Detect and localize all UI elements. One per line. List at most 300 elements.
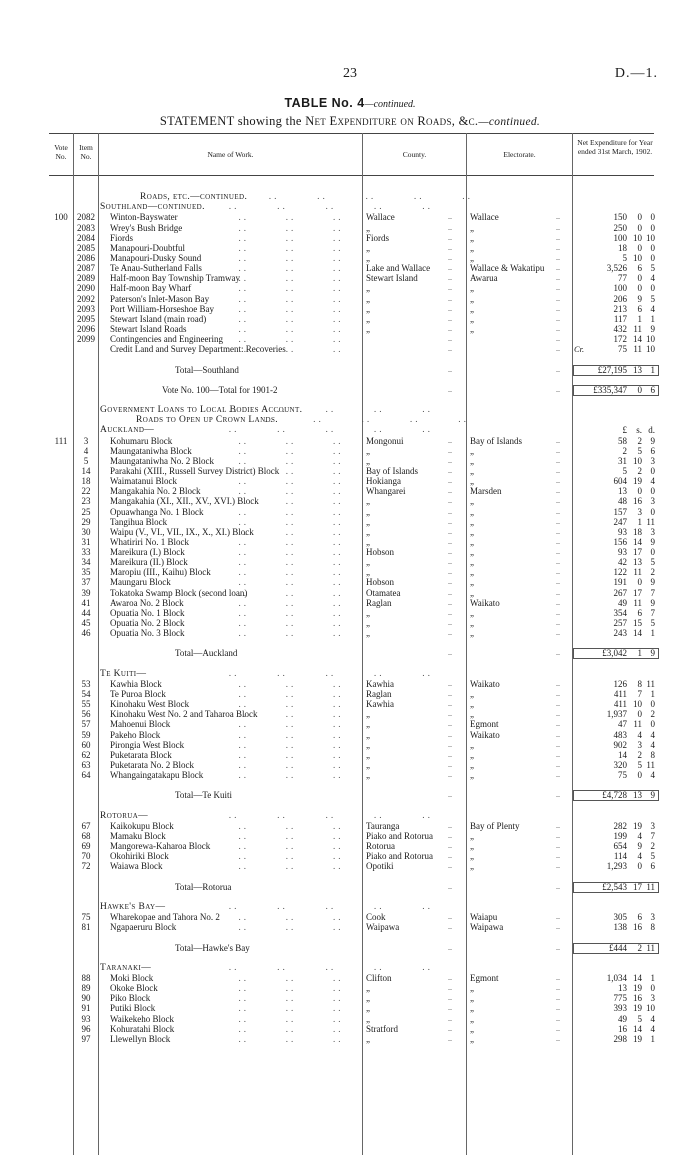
leader-dots: .. bbox=[556, 445, 560, 455]
statement-title bbox=[0, 114, 700, 129]
shillings: 0 bbox=[637, 577, 642, 588]
pounds: 206 bbox=[613, 293, 627, 304]
work-name: Stewart Island (main road) bbox=[110, 313, 207, 324]
pounds: 282 bbox=[613, 820, 627, 831]
item-number: 14 bbox=[81, 465, 91, 476]
work-name-cell bbox=[110, 1014, 354, 1024]
item-number: 81 bbox=[81, 922, 91, 933]
electorate: „ bbox=[470, 760, 474, 771]
leader-dots: .. bbox=[556, 567, 560, 577]
work-name: Whatiriri No. 1 Block bbox=[110, 536, 189, 547]
county: „ bbox=[366, 283, 370, 294]
leader-dots: .. bbox=[448, 881, 452, 891]
pence: 7 bbox=[650, 607, 655, 618]
pounds: 100 bbox=[613, 283, 627, 294]
work-name: Waipu (V., VI., VII., IX., X., XI.) Block bbox=[110, 526, 254, 537]
leader-dots: .. bbox=[448, 699, 452, 709]
table-row bbox=[0, 223, 700, 233]
pence: 9 bbox=[650, 577, 655, 588]
work-name-cell bbox=[110, 283, 354, 293]
table-row bbox=[0, 1024, 700, 1034]
pounds: 483 bbox=[613, 729, 627, 740]
item-number: 96 bbox=[81, 1023, 91, 1034]
leader-dots: .. bbox=[556, 709, 560, 719]
work-name: Waimatanui Block bbox=[110, 476, 178, 487]
work-name-cell bbox=[110, 223, 354, 233]
county: „ bbox=[366, 1013, 370, 1024]
electorate: Marsden bbox=[470, 486, 502, 497]
shillings: 2 bbox=[637, 465, 642, 476]
electorate: Wallace bbox=[470, 212, 499, 223]
total-label: Total—Te Kuiti bbox=[175, 790, 232, 801]
spacer-row bbox=[0, 872, 700, 882]
item-number: 41 bbox=[81, 597, 91, 608]
leader-dots: .. bbox=[448, 709, 452, 719]
column-header-name: Name of Work. bbox=[207, 150, 254, 159]
page-number: 23 bbox=[343, 66, 357, 81]
work-name-cell bbox=[110, 314, 354, 324]
total-label: Total—Southland bbox=[175, 364, 239, 375]
item-number: 35 bbox=[81, 567, 91, 578]
item-number: 93 bbox=[81, 1013, 91, 1024]
electorate: „ bbox=[470, 526, 474, 537]
county: Clifton bbox=[366, 972, 392, 983]
electorate: Waikato bbox=[470, 729, 500, 740]
spacer-row bbox=[0, 780, 700, 790]
leader-dots: .. bbox=[556, 790, 560, 800]
shillings: 19 bbox=[633, 983, 642, 994]
leader-dots: .. bbox=[556, 831, 560, 840]
shillings: 6 bbox=[637, 303, 642, 314]
leader-dots: .. bbox=[448, 496, 452, 506]
leader-dots: .. bbox=[556, 384, 560, 394]
pounds: 305 bbox=[613, 912, 627, 923]
pounds: 138 bbox=[613, 922, 627, 933]
section-heading-row bbox=[0, 811, 700, 821]
shillings: 11 bbox=[633, 597, 642, 608]
total-pence: 11 bbox=[646, 942, 655, 953]
pounds: 93 bbox=[618, 547, 627, 558]
table-row bbox=[0, 750, 700, 760]
table-row bbox=[0, 466, 700, 476]
leader-dots: .. bbox=[556, 749, 560, 759]
shillings: 17 bbox=[633, 547, 642, 558]
county: Stratford bbox=[366, 1023, 398, 1034]
column-header-net-expenditure: Net Expenditure for Year ended 31st March, 1902. bbox=[577, 138, 653, 156]
county: Fiords bbox=[366, 232, 390, 243]
leader-dots: .. bbox=[448, 212, 452, 222]
leader-dots: .. bbox=[448, 942, 452, 952]
leader-dots: .. bbox=[448, 334, 452, 344]
leader-dots: .. bbox=[448, 678, 452, 688]
work-name: Mangakahia (XI., XII., XV., XVI.) Block bbox=[110, 496, 259, 507]
leader-dots: .. bbox=[448, 831, 452, 840]
county: „ bbox=[366, 729, 370, 740]
table-row bbox=[0, 841, 700, 851]
county: Bay of Islands bbox=[366, 465, 418, 476]
total-pounds: £2,543 bbox=[602, 881, 627, 892]
pounds: 5 bbox=[622, 252, 627, 263]
leader-dots: .. bbox=[448, 628, 452, 638]
county: „ bbox=[366, 993, 370, 1004]
credit-marker: Cr. bbox=[574, 344, 585, 355]
spacer-row bbox=[0, 953, 700, 963]
section-heading-row bbox=[0, 669, 700, 679]
leader-dots: .. bbox=[448, 993, 452, 1003]
pounds: 100 bbox=[613, 232, 627, 243]
item-number: 97 bbox=[81, 1033, 91, 1044]
pence: 0 bbox=[650, 465, 655, 476]
county: Piako and Rotorua bbox=[366, 851, 433, 862]
leader-dots: .. bbox=[556, 942, 560, 952]
table-row bbox=[0, 263, 700, 273]
work-name: Fiords bbox=[110, 232, 134, 243]
work-name-cell bbox=[110, 618, 354, 628]
pence: 4 bbox=[650, 273, 655, 284]
pounds: 114 bbox=[613, 851, 627, 862]
pence: 7 bbox=[650, 587, 655, 598]
work-name: Pirongia West Block bbox=[110, 739, 185, 750]
total-shillings: 0 bbox=[637, 384, 642, 395]
leader-dots: .. bbox=[556, 364, 560, 374]
pence: 0 bbox=[650, 719, 655, 730]
leader-dots: .. bbox=[448, 557, 452, 567]
item-number: 91 bbox=[81, 1003, 91, 1014]
pounds: 77 bbox=[618, 273, 627, 284]
leader-dots: .. bbox=[448, 283, 452, 293]
table-row bbox=[0, 537, 700, 547]
shillings: 16 bbox=[633, 496, 642, 507]
pence: 1 bbox=[650, 1033, 655, 1044]
shillings: 2 bbox=[637, 435, 642, 446]
work-name: Ngapaeruru Block bbox=[110, 922, 177, 933]
pounds: 199 bbox=[613, 831, 627, 841]
item-number: 2090 bbox=[77, 283, 95, 294]
pence: 4 bbox=[650, 303, 655, 314]
item-number: 88 bbox=[81, 972, 91, 983]
total-pence: 11 bbox=[646, 881, 655, 892]
column-header-item: Item No. bbox=[79, 143, 93, 161]
item-number: 62 bbox=[81, 749, 91, 760]
pence: 4 bbox=[650, 770, 655, 781]
item-number: 68 bbox=[81, 831, 91, 841]
work-name-cell bbox=[110, 770, 354, 780]
table-row bbox=[0, 273, 700, 283]
total-pounds: £27,195 bbox=[597, 364, 627, 375]
work-name-cell bbox=[110, 861, 354, 871]
shillings: 14 bbox=[633, 972, 642, 983]
work-name: Opuatia No. 3 Block bbox=[110, 628, 185, 639]
electorate: „ bbox=[470, 1023, 474, 1034]
work-name-cell bbox=[110, 294, 354, 304]
pence: 5 bbox=[650, 851, 655, 862]
pence: 0 bbox=[650, 547, 655, 558]
electorate: „ bbox=[470, 699, 474, 710]
pounds: 31 bbox=[618, 455, 627, 466]
work-name: Piko Block bbox=[110, 993, 151, 1004]
pence: 4 bbox=[650, 1023, 655, 1034]
county: „ bbox=[366, 618, 370, 629]
column-header-county: County. bbox=[402, 150, 427, 159]
item-number: 2084 bbox=[77, 232, 95, 243]
pence: 1 bbox=[650, 628, 655, 639]
leader-dots: .. bbox=[556, 983, 560, 993]
pence: 5 bbox=[650, 557, 655, 568]
item-number: 34 bbox=[81, 557, 91, 568]
work-name: Maungaru Block bbox=[110, 577, 171, 588]
electorate: „ bbox=[470, 283, 474, 294]
work-name: Awaroa No. 2 Block bbox=[110, 597, 184, 608]
leader-dots: .. bbox=[556, 435, 560, 445]
county: Cook bbox=[366, 912, 386, 923]
leader-dots: .. bbox=[556, 323, 560, 333]
electorate: „ bbox=[470, 516, 474, 527]
table-title-suffix: —continued. bbox=[364, 99, 416, 110]
pounds: 213 bbox=[613, 303, 627, 314]
shillings: 4 bbox=[637, 851, 642, 862]
county: „ bbox=[366, 739, 370, 750]
pounds: 3,526 bbox=[606, 263, 627, 274]
item-number: 55 bbox=[81, 699, 91, 710]
work-name: Opuatia No. 2 Block bbox=[110, 618, 185, 629]
shillings: 19 bbox=[633, 1003, 642, 1014]
table-row bbox=[0, 618, 700, 628]
electorate: „ bbox=[470, 476, 474, 487]
electorate: „ bbox=[470, 861, 474, 872]
table-row bbox=[0, 1003, 700, 1013]
pence: 2 bbox=[650, 567, 655, 578]
leader-dots: .. bbox=[448, 263, 452, 273]
work-name: Winton-Bayswater bbox=[110, 212, 178, 223]
work-name: Moki Block bbox=[110, 972, 154, 983]
county: Whangarei bbox=[366, 486, 406, 497]
leader-dots: .. bbox=[556, 465, 560, 475]
electorate: „ bbox=[470, 993, 474, 1004]
total-row bbox=[0, 365, 700, 375]
work-name: Paterson's Inlet-Mason Bay bbox=[110, 293, 210, 304]
pounds: 5 bbox=[622, 465, 627, 476]
item-number: 2082 bbox=[77, 212, 95, 223]
leader-dots: .. bbox=[448, 597, 452, 607]
total-pence: 6 bbox=[650, 384, 655, 395]
pounds: 267 bbox=[613, 587, 627, 598]
work-name: Putiki Block bbox=[110, 1003, 156, 1014]
section-heading: Auckland— .. bbox=[100, 425, 400, 435]
leader-dots: .. bbox=[448, 384, 452, 394]
electorate: „ bbox=[470, 607, 474, 618]
leader-dots: .. bbox=[448, 851, 452, 861]
item-number: 46 bbox=[81, 628, 91, 639]
pounds: 47 bbox=[618, 719, 627, 730]
electorate: „ bbox=[470, 851, 474, 862]
work-name-cell bbox=[110, 841, 354, 851]
shillings: 4 bbox=[637, 729, 642, 740]
table-row bbox=[0, 770, 700, 780]
work-name: Te Puroa Block bbox=[110, 689, 166, 700]
electorate: „ bbox=[470, 506, 474, 517]
pounds: 411 bbox=[613, 689, 627, 700]
work-name-cell bbox=[110, 517, 354, 527]
work-name: Opuawhanga No. 1 Block bbox=[110, 506, 204, 517]
table-row bbox=[0, 243, 700, 253]
work-name: Puketarata No. 2 Block bbox=[110, 760, 194, 771]
pence: 5 bbox=[650, 293, 655, 304]
shillings: 18 bbox=[633, 526, 642, 537]
work-name: Waiawa Block bbox=[110, 861, 163, 872]
table-row bbox=[0, 719, 700, 729]
electorate: Waikato bbox=[470, 597, 500, 608]
county: „ bbox=[366, 983, 370, 994]
pounds: 58 bbox=[618, 435, 627, 446]
leader-dots: .. bbox=[448, 1003, 452, 1013]
item-number: 56 bbox=[81, 709, 91, 720]
pounds: 126 bbox=[613, 678, 627, 689]
county: Lake and Wallace bbox=[366, 263, 431, 274]
county: Hokianga bbox=[366, 476, 401, 487]
statement-suffix: —continued. bbox=[478, 116, 541, 128]
county: Waipawa bbox=[366, 922, 400, 933]
column-header-vote: Vote No. bbox=[54, 143, 68, 161]
county: Raglan bbox=[366, 689, 392, 700]
work-name-cell bbox=[110, 527, 354, 537]
leader-dots: .. bbox=[448, 1023, 452, 1033]
work-name: Mareikura (I.) Block bbox=[110, 547, 185, 558]
pence: 3 bbox=[650, 455, 655, 466]
work-name-cell bbox=[110, 304, 354, 314]
county: Wallace bbox=[366, 212, 395, 223]
work-name: Maropiu (III., Kaihu) Block bbox=[110, 567, 211, 578]
pounds: 49 bbox=[618, 597, 627, 608]
section-heading: Rotorua— .. bbox=[100, 811, 400, 821]
total-pounds: £4,728 bbox=[602, 790, 627, 801]
shillings: 19 bbox=[633, 476, 642, 487]
leader-dots: .. bbox=[556, 334, 560, 344]
table-row bbox=[0, 973, 700, 983]
leader-dots: .. bbox=[448, 273, 452, 283]
total-pence: 9 bbox=[650, 648, 655, 659]
header-bottom-rule bbox=[49, 175, 654, 176]
leader-dots: .. bbox=[448, 820, 452, 830]
item-number: 57 bbox=[81, 719, 91, 730]
work-name: Half-moon Bay Township Tramway bbox=[110, 273, 240, 284]
work-name-cell bbox=[110, 608, 354, 618]
leader-dots: .. bbox=[448, 242, 452, 252]
leader-dots: .. bbox=[556, 729, 560, 739]
table-row bbox=[0, 334, 700, 344]
county: „ bbox=[366, 222, 370, 233]
leader-dots: .. bbox=[448, 364, 452, 374]
county: „ bbox=[366, 1033, 370, 1044]
electorate: „ bbox=[470, 1033, 474, 1044]
leader-dots: .. bbox=[448, 577, 452, 587]
work-name-cell bbox=[110, 577, 354, 587]
work-name: Te Anau-Sutherland Falls bbox=[110, 263, 202, 274]
item-number: 2093 bbox=[77, 303, 95, 314]
leader-dots: .. bbox=[556, 476, 560, 486]
county: „ bbox=[366, 313, 370, 324]
leader-dots: .. bbox=[448, 790, 452, 800]
work-name-cell bbox=[110, 598, 354, 608]
leader-dots: .. bbox=[556, 273, 560, 283]
county: „ bbox=[366, 526, 370, 537]
leader-dots: .. bbox=[448, 648, 452, 658]
work-name: Okoke Block bbox=[110, 983, 158, 994]
shillings: 13 bbox=[633, 557, 642, 568]
shillings: 14 bbox=[633, 1023, 642, 1034]
leader-dots: .. bbox=[556, 1013, 560, 1023]
pence: 11 bbox=[646, 678, 655, 689]
table-row bbox=[0, 324, 700, 334]
leader-dots: .. bbox=[556, 587, 560, 597]
total-row bbox=[0, 790, 700, 800]
work-name-cell bbox=[110, 456, 354, 466]
table-row bbox=[0, 304, 700, 314]
pence: 10 bbox=[646, 232, 655, 243]
shillings: 16 bbox=[633, 922, 642, 933]
work-name-cell bbox=[110, 476, 354, 486]
leader-dots: .. bbox=[448, 232, 452, 242]
electorate: „ bbox=[470, 313, 474, 324]
table-row bbox=[0, 476, 700, 486]
pounds: 243 bbox=[613, 628, 627, 639]
section-heading-row bbox=[0, 963, 700, 973]
leader-dots: .. bbox=[556, 344, 560, 354]
electorate: „ bbox=[470, 222, 474, 233]
item-number: 37 bbox=[81, 577, 91, 588]
table-row bbox=[0, 547, 700, 557]
section-heading: Taranaki— .. bbox=[100, 963, 400, 973]
leader-dots: .. bbox=[556, 516, 560, 526]
spacer-row bbox=[0, 892, 700, 902]
pounds: 75 bbox=[618, 770, 627, 781]
leader-dots: .. bbox=[448, 689, 452, 699]
electorate: „ bbox=[470, 323, 474, 334]
table-row bbox=[0, 496, 700, 506]
leader-dots: .. bbox=[556, 648, 560, 658]
pence: 8 bbox=[650, 922, 655, 933]
work-name-cell bbox=[110, 983, 354, 993]
pounds: 247 bbox=[613, 516, 627, 527]
pounds: 411 bbox=[613, 699, 627, 710]
shillings: 14 bbox=[633, 536, 642, 547]
table-row bbox=[0, 486, 700, 496]
electorate: „ bbox=[470, 293, 474, 304]
work-name-cell bbox=[110, 334, 354, 344]
leader-dots: .. bbox=[556, 557, 560, 567]
leader-dots: .. bbox=[556, 496, 560, 506]
shillings: 11 bbox=[633, 323, 642, 334]
section-heading: Government Loans to Local Bodies Account. .. bbox=[100, 405, 400, 415]
county: „ bbox=[366, 496, 370, 507]
leader-dots: .. bbox=[448, 516, 452, 526]
work-name-cell bbox=[110, 730, 354, 740]
work-name: Stewart Island Roads bbox=[110, 323, 187, 334]
shillings: 10 bbox=[633, 252, 642, 263]
total-label: Total—Hawke's Bay bbox=[175, 942, 250, 953]
shillings: 5 bbox=[637, 760, 642, 771]
electorate: „ bbox=[470, 831, 474, 841]
total-pounds: £444 bbox=[609, 942, 627, 953]
leader-dots: .. bbox=[448, 536, 452, 546]
pence: 1 bbox=[650, 972, 655, 983]
pounds: 1,937 bbox=[606, 709, 627, 720]
item-number: 23 bbox=[81, 496, 91, 507]
leader-dots: .. bbox=[448, 252, 452, 262]
electorate: „ bbox=[470, 536, 474, 547]
leader-dots: .. bbox=[556, 293, 560, 303]
county: Hobson bbox=[366, 577, 395, 588]
leader-dots: .. bbox=[448, 587, 452, 597]
